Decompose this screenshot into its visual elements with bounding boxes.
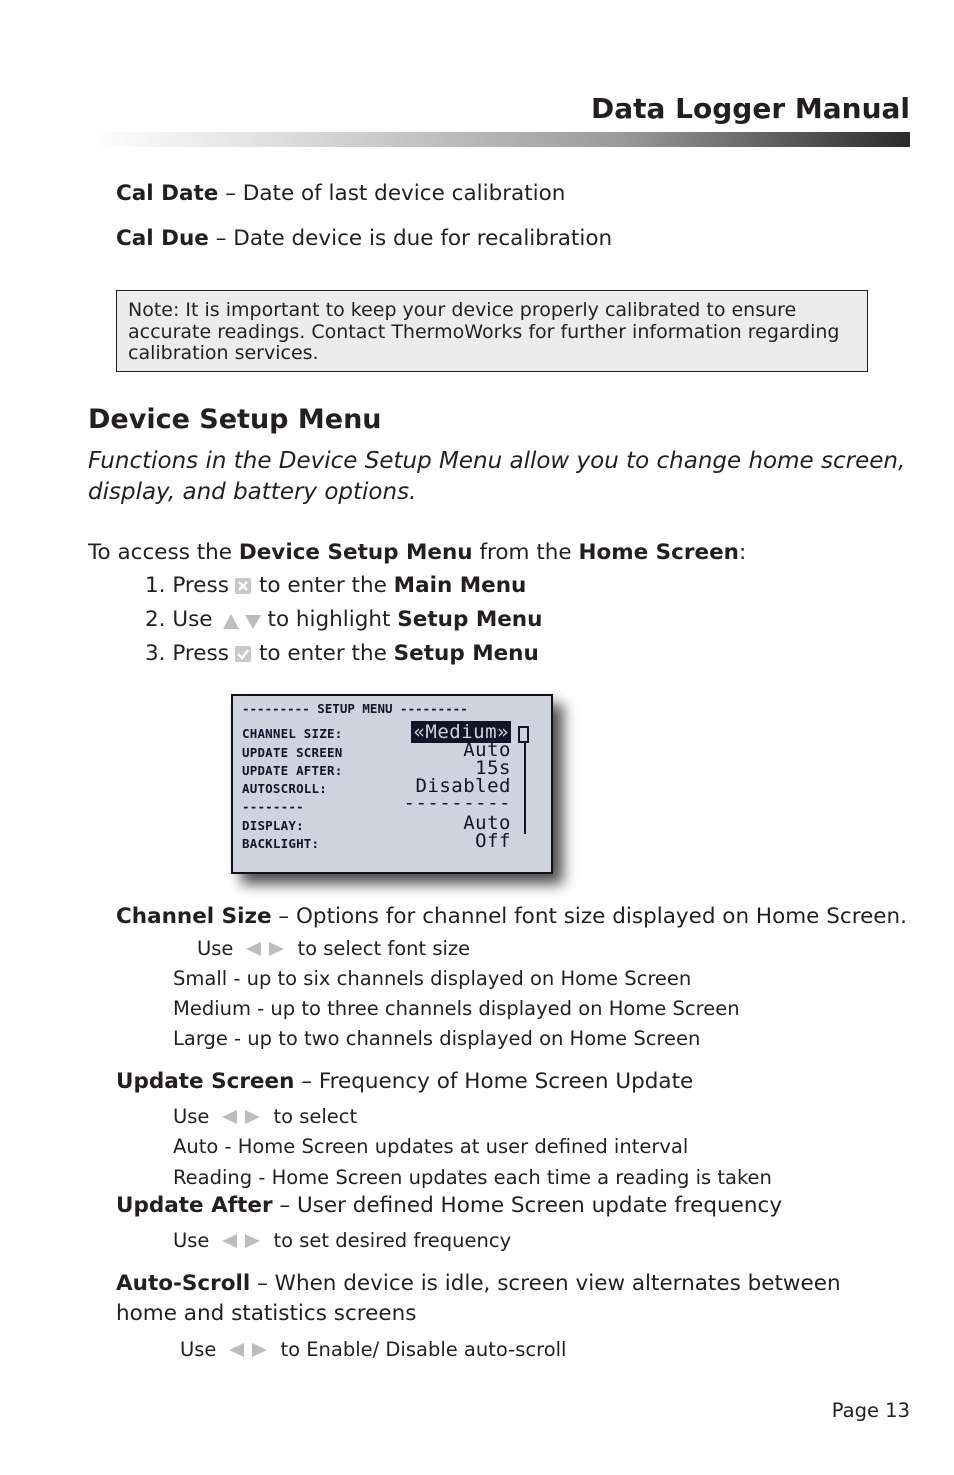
access-instruction — [88, 540, 746, 565]
cal-date-term: Cal Date — [116, 181, 219, 206]
update-screen-term: Update Screen — [116, 1069, 295, 1094]
left-right-arrow-icon — [218, 1108, 264, 1126]
step-prefix: 1. Press — [145, 573, 229, 598]
update-screen-option: Reading - Home Screen updates each time a reading is taken — [173, 1166, 772, 1189]
header-gradient-bar — [88, 132, 910, 147]
auto-scroll-desc: – When device is idle, screen view alternates between — [250, 1271, 841, 1296]
update-screen-definition — [116, 1069, 693, 1094]
use-description: to select font size — [297, 937, 471, 960]
step-text: to enter the — [258, 641, 394, 666]
update-screen-desc: – Frequency of Home Screen Update — [294, 1069, 694, 1094]
section-intro — [88, 446, 906, 508]
use-description: to select — [273, 1105, 358, 1128]
intro-line: Functions in the Device Setup Menu allow you to change home screen, — [88, 448, 906, 474]
lcd-label: -------- — [242, 799, 304, 814]
access-text: from the — [472, 540, 579, 565]
use-text: Use — [173, 1105, 210, 1128]
use-description: to set desired frequency — [273, 1229, 512, 1252]
step-bold: Setup Menu — [393, 641, 539, 666]
lcd-label: DISPLAY: — [242, 818, 304, 833]
lcd-value: --------- — [403, 792, 511, 814]
page-header-title: Data Logger Manual — [591, 92, 910, 125]
update-after-term: Update After — [116, 1193, 273, 1218]
use-text: Use — [173, 1229, 210, 1252]
note-line: calibration services. — [128, 342, 319, 364]
channel-size-desc: – Options for channel font size displayed on Home Screen. — [271, 904, 907, 929]
cal-due-term: Cal Due — [116, 226, 209, 251]
up-down-arrow-keys — [221, 611, 261, 629]
channel-size-term: Channel Size — [116, 904, 272, 929]
lcd-selected-value: «Medium» — [413, 721, 509, 743]
access-text: : — [739, 540, 747, 565]
check-square-icon — [234, 645, 252, 663]
update-after-definition — [116, 1193, 782, 1218]
x-square-icon — [234, 577, 252, 595]
lcd-label: UPDATE SCREEN — [242, 745, 343, 760]
access-bold: Home Screen — [578, 540, 739, 565]
cal-due-desc: – Date device is due for recalibration — [208, 226, 613, 251]
use-description: to Enable/ Disable auto-scroll — [280, 1338, 567, 1361]
cal-due-definition — [116, 226, 612, 251]
left-right-arrow-icon — [218, 1232, 264, 1250]
note-line: Note: It is important to keep your device properly calibrated to ensure — [128, 299, 797, 321]
calibration-note-box — [116, 290, 868, 372]
step-text: to enter the — [258, 573, 394, 598]
step-1 — [145, 573, 526, 598]
step-text: to highlight — [267, 607, 398, 632]
section-title: Device Setup Menu — [88, 404, 382, 435]
channel-size-option: Medium - up to three channels displayed on Home Screen — [173, 997, 740, 1020]
update-screen-option: Auto - Home Screen updates at user defined interval — [173, 1135, 689, 1158]
step-bold: Main Menu — [393, 573, 527, 598]
access-text: To access the — [88, 540, 239, 565]
channel-size-option: Large - up to two channels displayed on Home Screen — [173, 1027, 701, 1050]
channel-size-definition — [116, 904, 907, 929]
cal-date-desc: – Date of last device calibration — [218, 181, 566, 206]
step-2 — [145, 607, 542, 632]
lcd-label: CHANNEL SIZE: — [242, 726, 343, 741]
auto-scroll-definition — [116, 1271, 841, 1296]
channel-size-use — [197, 937, 470, 960]
use-text: Use — [197, 937, 234, 960]
cal-date-definition — [116, 181, 565, 206]
lcd-value: Auto — [463, 739, 511, 761]
left-right-arrow-icon — [242, 940, 288, 958]
lcd-title: --------- SETUP MENU --------- — [242, 701, 468, 716]
step-prefix: 3. Press — [145, 641, 229, 666]
lcd-label: UPDATE AFTER: — [242, 763, 343, 778]
lcd-scrollbar-track — [524, 741, 526, 834]
auto-scroll-term: Auto-Scroll — [116, 1271, 251, 1296]
access-bold: Device Setup Menu — [238, 540, 473, 565]
page-number: Page 13 — [831, 1399, 910, 1422]
lcd-value: Auto — [463, 812, 511, 834]
channel-size-option: Small - up to six channels displayed on Home Screen — [173, 967, 692, 990]
lcd-screen — [231, 694, 553, 874]
lcd-label: BACKLIGHT: — [242, 836, 320, 851]
lcd-value: Disabled — [415, 775, 511, 797]
auto-scroll-desc-continued: home and statistics screens — [116, 1301, 417, 1326]
update-after-desc: – User defined Home Screen update frequency — [272, 1193, 783, 1218]
lcd-value: 15s — [475, 757, 511, 779]
use-text: Use — [180, 1338, 217, 1361]
note-line: accurate readings. Contact ThermoWorks for further information regarding — [128, 320, 840, 343]
intro-line: display, and battery options. — [88, 479, 417, 505]
step-prefix: 2. Use — [145, 607, 213, 632]
step-3 — [145, 641, 539, 666]
auto-scroll-use — [180, 1338, 566, 1361]
update-after-use — [173, 1229, 511, 1252]
lcd-label: AUTOSCROLL: — [242, 781, 327, 796]
step-bold: Setup Menu — [397, 607, 543, 632]
lcd-value: Off — [475, 830, 511, 852]
setup-menu-screen-image — [231, 694, 589, 908]
up-down-arrow-icon — [221, 611, 261, 631]
left-right-arrow-icon — [225, 1341, 271, 1359]
update-screen-use — [173, 1105, 357, 1128]
